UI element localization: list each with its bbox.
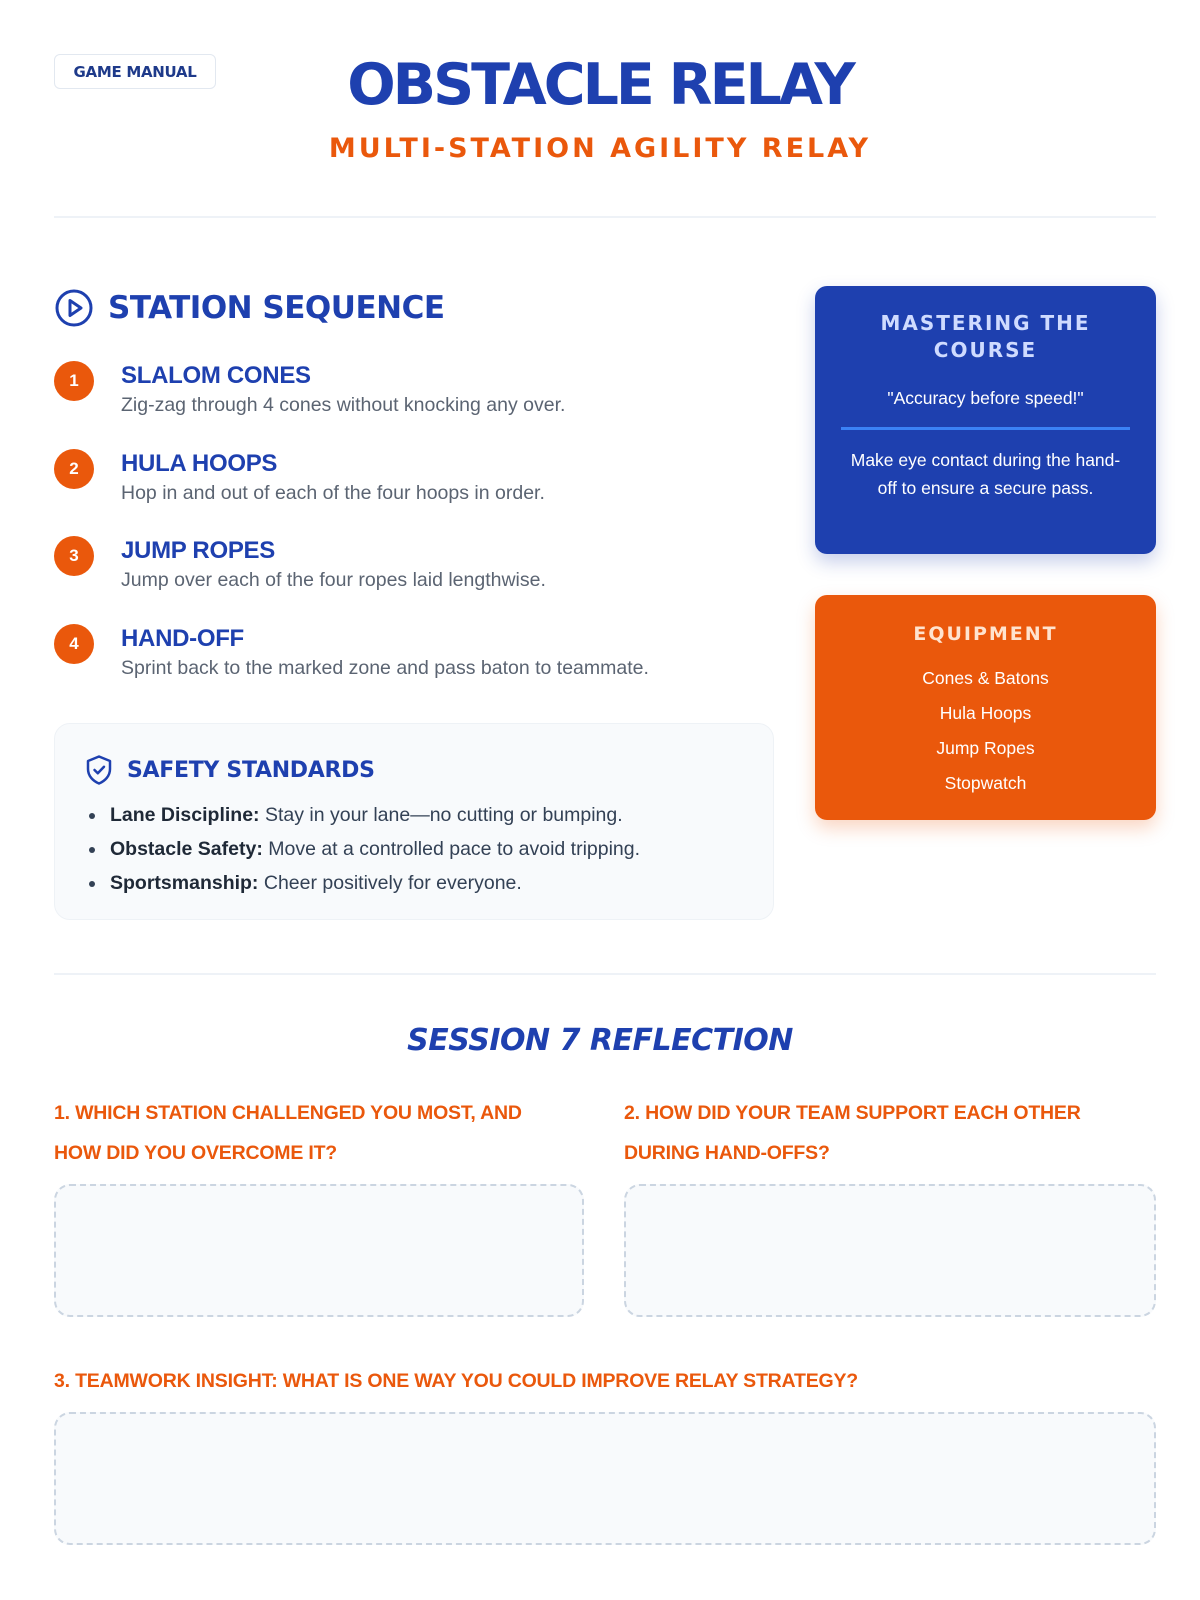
station-description: Sprint back to the marked zone and pass baton to teammate. — [121, 656, 649, 679]
page-title: OBSTACLE RELAY — [347, 52, 853, 118]
station-title: HAND-OFF — [121, 624, 244, 652]
step-number-badge: 2 — [54, 449, 94, 489]
safety-item — [110, 832, 640, 866]
station-item — [54, 446, 774, 534]
station-item — [54, 358, 774, 446]
step-number-badge: 1 — [54, 361, 94, 401]
equipment-list — [815, 661, 1156, 801]
mastering-course-card — [815, 286, 1156, 554]
station-title: SLALOM CONES — [121, 362, 311, 389]
reflection-answer-3[interactable] — [54, 1412, 1156, 1545]
reflection-title: SESSION 7 REFLECTION — [407, 1023, 793, 1058]
step-number-badge: 4 — [54, 624, 94, 664]
safety-item-label: Obstacle Safety: — [110, 838, 263, 860]
station-description: Hop in and out of each of the four hoops in order. — [121, 481, 545, 504]
tip-card-divider — [841, 427, 1130, 430]
page-subtitle: MULTI-STATION AGILITY RELAY — [328, 133, 872, 164]
station-description: Zig-zag through 4 cones without knocking any over. — [121, 394, 566, 416]
header-divider — [54, 216, 1156, 218]
safety-item-text: Cheer positively for everyone. — [258, 872, 522, 894]
safety-item-label: Sportsmanship: — [110, 872, 259, 894]
safety-title: SAFETY STANDARDS — [127, 757, 375, 783]
section-divider — [54, 973, 1156, 975]
station-description: Jump over each of the four ropes laid lengthwise. — [121, 569, 546, 591]
safety-heading — [85, 754, 375, 786]
station-list — [54, 358, 774, 708]
equipment-card — [815, 595, 1156, 820]
game-manual-badge: GAME MANUAL — [54, 54, 216, 89]
reflection-question-1: 1. WHICH STATION CHALLENGED YOU MOST, AND HOW DID YOU OVERCOME IT? — [54, 1102, 522, 1164]
safety-item-text: Stay in your lane—no cutting or bumping. — [259, 804, 623, 826]
station-item — [54, 533, 774, 621]
reflection-question-2: 2. HOW DID YOUR TEAM SUPPORT EACH OTHER DURING HAND-OFFS? — [624, 1102, 1081, 1164]
station-sequence-heading — [54, 288, 445, 328]
step-number-badge: 3 — [54, 536, 94, 576]
play-circle-icon — [54, 288, 94, 328]
reflection-question-3: 3. TEAMWORK INSIGHT: WHAT IS ONE WAY YOU COULD IMPROVE RELAY STRATEGY? — [54, 1370, 858, 1392]
tip-card-body: Make eye contact during the hand-off to ensure a secure pass. — [850, 450, 1121, 498]
shield-check-icon — [85, 754, 113, 786]
safety-standards-panel — [54, 723, 774, 920]
safety-item — [110, 866, 640, 900]
equipment-item: Hula Hoops — [939, 703, 1032, 723]
safety-item-text: Move at a controlled pace to avoid tripping. — [262, 838, 641, 860]
equipment-card-title: EQUIPMENT — [913, 623, 1058, 645]
equipment-item: Stopwatch — [944, 773, 1027, 793]
tip-card-title: MASTERING THE COURSE — [880, 311, 1091, 362]
reflection-answer-2[interactable] — [624, 1184, 1156, 1317]
safety-list — [110, 798, 640, 900]
equipment-item: Jump Ropes — [936, 738, 1035, 758]
station-title: HULA HOOPS — [121, 449, 278, 477]
safety-item-label: Lane Discipline: — [110, 804, 260, 826]
station-item — [54, 621, 774, 709]
equipment-item: Cones & Batons — [922, 668, 1049, 688]
station-sequence-title: STATION SEQUENCE — [108, 290, 445, 326]
reflection-answer-1[interactable] — [54, 1184, 584, 1317]
safety-item — [110, 798, 640, 832]
station-title: JUMP ROPES — [121, 537, 275, 564]
tip-card-quote: "Accuracy before speed!" — [887, 388, 1084, 408]
